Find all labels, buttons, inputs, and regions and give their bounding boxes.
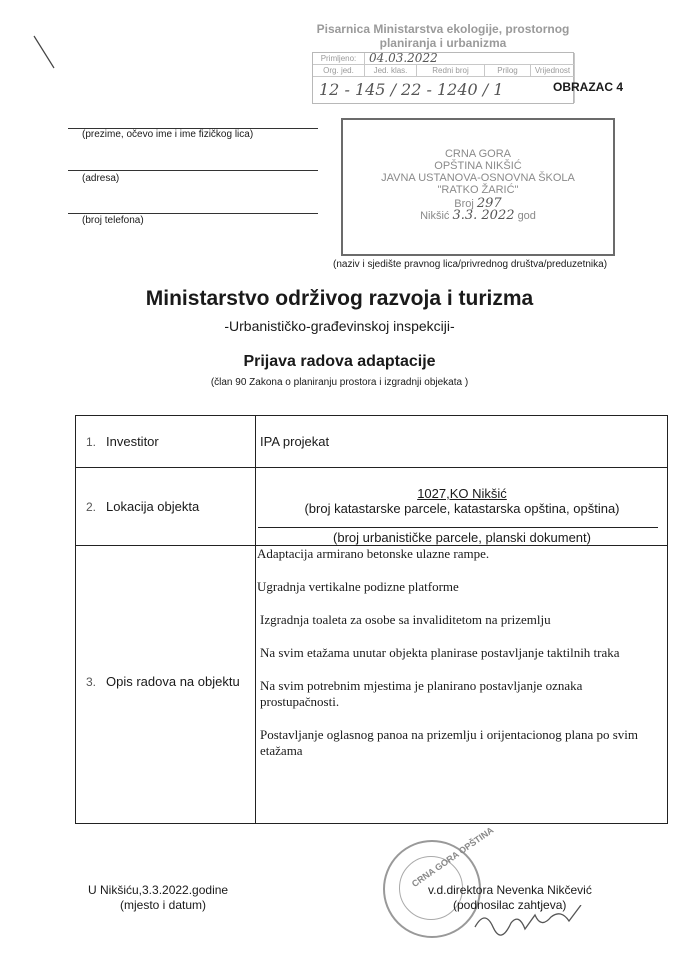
description-item: Na svim etažama unutar objekta planirase postavljanje taktilnih traka xyxy=(260,645,620,660)
works-description xyxy=(257,546,661,776)
stamp-line: CRNA GORA xyxy=(444,148,511,160)
director-name: v.d.direktora Nevenka Nikčević xyxy=(428,883,592,897)
row-number: 2. xyxy=(86,500,97,514)
address-label: (adresa) xyxy=(82,173,120,184)
stamp-god: god xyxy=(517,210,536,222)
works-description-label: Opis radova na objektu xyxy=(106,674,240,689)
cadastral-label: (broj katastarske parcele, katastarska opština, opština) xyxy=(304,501,620,516)
col-header: Vrijednost xyxy=(531,65,575,77)
location-label: Lokacija objekta xyxy=(106,499,200,514)
description-item: Adaptacija armirano betonske ulazne rampe. xyxy=(257,546,490,561)
signature xyxy=(470,905,610,939)
phone-label: (broj telefona) xyxy=(82,215,144,226)
inspection-subtitle: -Urbanističko-građevinskoj inspekciji- xyxy=(224,318,455,334)
investor-label: Investitor xyxy=(106,434,159,449)
description-item: Izgradnja toaleta za osobe sa invaliditetom na prizemlju xyxy=(260,612,551,627)
location-value: 1027,KO Nikšić xyxy=(417,486,507,501)
stamp-date-label: Nikšić xyxy=(420,210,450,222)
table-row-divider xyxy=(75,467,667,468)
stamp-date-value: 3.3. 2022 xyxy=(452,208,515,223)
legal-basis: (član 90 Zakona o planiranju prostora i izgradnji objekata ) xyxy=(210,377,469,388)
school-stamp xyxy=(341,118,615,256)
urban-parcel-label: (broj urbanističke parcele, planski dokument) xyxy=(333,530,591,545)
registry-stamp-line2: planiranja i urbanizma xyxy=(379,36,507,50)
seal-text: CRNA GORA OPŠTINA xyxy=(409,824,496,890)
registry-stamp xyxy=(312,22,574,104)
investor-value: IPA projekat xyxy=(260,434,330,449)
legal-entity-label: (naziv i sjedište pravnog lica/privrednog društva/preduzetnika) xyxy=(333,259,608,270)
applicant-label: (podnosilac zahtjeva) xyxy=(453,898,567,912)
col-header: Prilog xyxy=(485,65,531,77)
col-header: Jed. klas. xyxy=(365,65,417,77)
address-line xyxy=(68,170,318,171)
name-label: (prezime, očevo ime i ime fizičkog lica) xyxy=(82,129,254,140)
row-number: 1. xyxy=(86,435,97,449)
ministry-title: Ministarstvo održivog razvoja i turizma xyxy=(145,287,534,310)
stamp-line: "RATKO ŽARIĆ" xyxy=(437,184,519,196)
row-number: 3. xyxy=(86,675,97,689)
place-date-value: U Nikšiću,3.3.2022.godine xyxy=(88,883,229,897)
pen-stroke-mark xyxy=(30,32,60,72)
stamp-broj-value: 297 xyxy=(476,196,502,211)
stamp-line: JAVNA USTANOVA-OSNOVNA ŠKOLA xyxy=(381,172,575,184)
description-item: Na svim potrebnim mjestima je planirano postavljanje oznaka prostupačnosti. xyxy=(260,678,583,709)
col-header: Org. jed. xyxy=(313,65,365,77)
registry-grid xyxy=(312,52,574,104)
col-header: Redni broj xyxy=(417,65,485,77)
form-title: Prijava radova adaptacije xyxy=(243,353,436,370)
stamp-line: OPŠTINA NIKŠIĆ xyxy=(434,160,522,172)
place-date-label: (mjesto i datum) xyxy=(120,898,207,912)
table-column-divider xyxy=(255,415,256,823)
form-code: OBRAZAC 4 xyxy=(553,80,624,94)
registry-number: 12 - 145 / 22 - 1240 / 1 xyxy=(313,77,575,103)
primljeno-value: 04.03.2022 xyxy=(365,53,575,65)
phone-line xyxy=(68,213,318,214)
primljeno-label: Primljeno: xyxy=(313,53,365,65)
stamp-broj-label: Broj xyxy=(454,198,474,210)
description-item: Ugradnja vertikalne podizne platforme xyxy=(257,579,459,594)
description-item: Postavljanje oglasnog panoa na prizemlju i orijentacionog plana po svim etažama xyxy=(260,727,638,758)
upi-underline xyxy=(258,527,658,528)
registry-stamp-line1: Pisarnica Ministarstva ekologije, prostornog xyxy=(316,22,570,36)
